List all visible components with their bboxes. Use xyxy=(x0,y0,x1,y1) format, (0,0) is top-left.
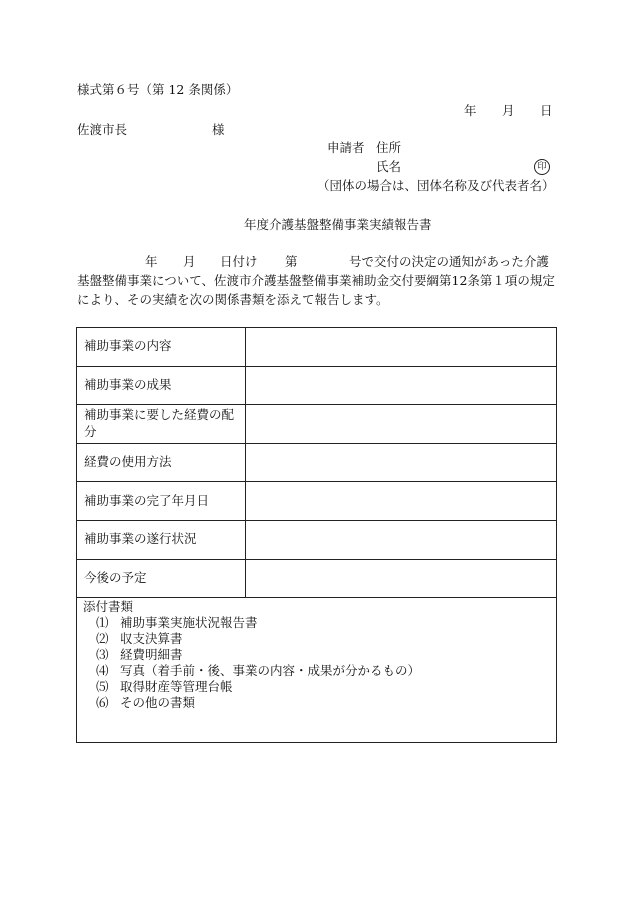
body-month-label: 月 xyxy=(183,254,196,269)
attachment-number: ⑸ xyxy=(96,679,109,694)
row-value-field[interactable] xyxy=(246,482,557,521)
attachment-item xyxy=(96,633,183,646)
row-value-field[interactable] xyxy=(246,443,557,482)
body-line-3: により、その実績を次の関係書類を添えて報告します。 xyxy=(77,292,389,307)
row-label: 補助事業の内容 xyxy=(77,328,246,367)
row-value-field[interactable] xyxy=(246,366,557,405)
row-label: 補助事業の成果 xyxy=(77,366,246,405)
row-value-field[interactable] xyxy=(246,328,557,367)
body-line-2: 基盤整備事業について、佐渡市介護基盤整備事業補助金交付要綱第12条第１項の規定 xyxy=(77,273,555,288)
attachments-title: 添付書類 xyxy=(83,599,134,614)
attachment-number: ⑴ xyxy=(96,615,109,630)
attachment-item xyxy=(96,665,420,678)
date-month-label: 月 xyxy=(502,103,515,118)
attachment-number: ⑹ xyxy=(96,695,109,710)
attachment-item xyxy=(96,617,258,630)
applicant-label: 申請者 xyxy=(327,140,365,155)
row-label: 補助事業の遂行状況 xyxy=(77,520,246,559)
attachment-number: ⑷ xyxy=(96,663,109,678)
attachment-text: 収支決算書 xyxy=(120,631,183,646)
table-row xyxy=(77,559,557,598)
body-year-label: 年 xyxy=(145,254,158,269)
address-label: 住所 xyxy=(376,140,402,155)
row-label: 補助事業に要した経費の配分 xyxy=(77,405,246,444)
honorific: 様 xyxy=(212,122,225,137)
attachment-number: ⑵ xyxy=(96,631,109,646)
addressee: 佐渡市長 xyxy=(77,122,128,137)
form-style-number: 様式第６号（第 12 条関係） xyxy=(77,82,239,97)
row-value-field[interactable] xyxy=(246,559,557,598)
table-row xyxy=(77,328,557,367)
attachment-item xyxy=(96,681,233,694)
attachment-number: ⑶ xyxy=(96,647,109,662)
row-label: 経費の使用方法 xyxy=(77,443,246,482)
attachment-text: 取得財産等管理台帳 xyxy=(120,679,233,694)
attachment-text: 写真（着手前・後、事業の内容・成果が分かるもの） xyxy=(120,663,421,678)
row-value-field[interactable] xyxy=(246,405,557,444)
attachment-text: 経費明細書 xyxy=(120,647,183,662)
seal-mark: 印 xyxy=(534,159,550,175)
row-label: 補助事業の完了年月日 xyxy=(77,482,246,521)
row-label: 今後の予定 xyxy=(77,559,246,598)
table-row xyxy=(77,520,557,559)
attachment-item xyxy=(96,697,195,710)
table-row xyxy=(77,482,557,521)
row-value-field[interactable] xyxy=(246,520,557,559)
report-table xyxy=(76,327,557,598)
name-label: 氏名 xyxy=(376,159,402,174)
document-title: 年度介護基盤整備事業実績報告書 xyxy=(244,217,432,232)
date-day-label: 日 xyxy=(540,103,553,118)
body-date-label: 日付け xyxy=(220,254,258,269)
table-row xyxy=(77,405,557,444)
table-row xyxy=(77,443,557,482)
attachment-item xyxy=(96,649,183,662)
attachment-text: 補助事業実施状況報告書 xyxy=(120,615,258,630)
attachment-text: その他の書類 xyxy=(120,695,196,710)
organization-note: （団体の場合は、団体名称及び代表者名） xyxy=(317,178,555,193)
body-no-label: 第 xyxy=(285,254,298,269)
attachments-box xyxy=(76,597,557,743)
date-year-label: 年 xyxy=(464,103,477,118)
table-row xyxy=(77,366,557,405)
body-line1-text: 号で交付の決定の通知があった介護 xyxy=(349,254,549,269)
